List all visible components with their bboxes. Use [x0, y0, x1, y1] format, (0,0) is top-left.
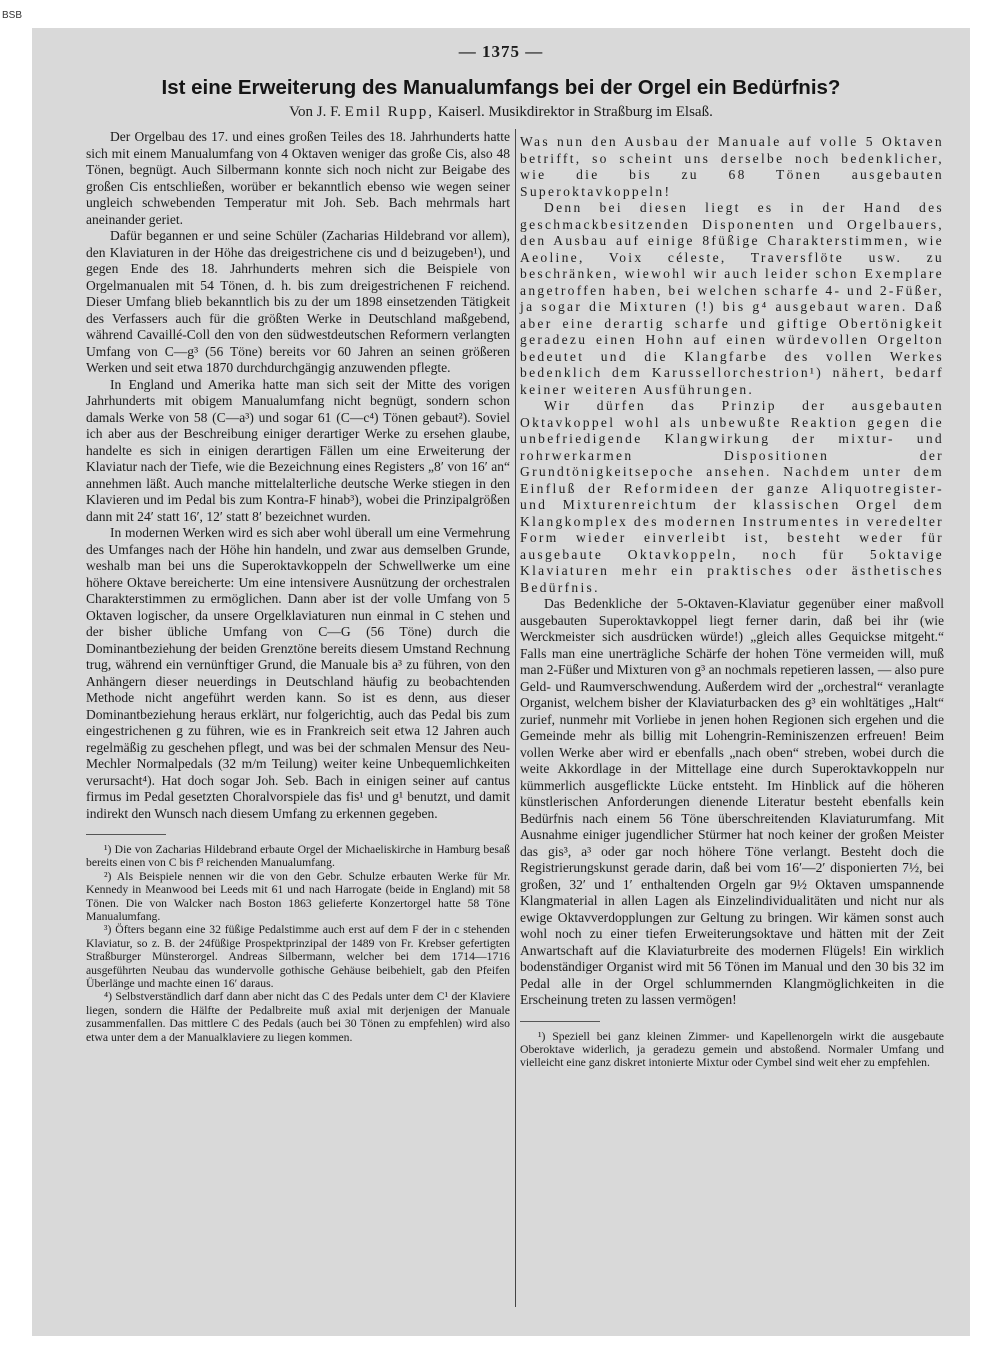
- right-spaced-section: [520, 134, 944, 596]
- left-paragraph-4: In modernen Werken wird es sich aber wohl überall um eine Vermehrung des Umfanges nach der Höhe hin handeln, und zwar aus demselben Grunde, weshalb man bei uns die Superoktavkoppeln der Schwellwerke um eine höhere Oktave bereicherte: Um eine intensivere Ausnützung der orchestralen Charakterstimmen zu ermöglichen. Dann aber ist der volle Umfang von 5 Oktaven logischer, da unsere Orgelklaviaturen nun einmal in C stehen und der bisher übliche Umfang von C—G (56 Töne) durch die Dominantbeziehung der beiden Grenztöne bereits diesem Umstand Rechnung trug, während ein vernünftiger Grund, die Manuale bis a³ zu führen, von den Anhängern dieser neuerdings in Deutschland häufig zu beobachtenden Methode nicht angeführt werden kann. So ist es denn, aus dieser Dominantbeziehung heraus erklärt, nur folgerichtig, auch das Pedal bis zum eingestrichenen g zu führen, wie es in Frankreich seit etwa 12 Jahren auch regelmäßig zu geschehen pflegt, und was bei der schmalen Mensur des Neu-Mechler Normalpedals (32 m/m Teilung) weiter keine Unbequemlichkeiten verursacht⁴). Hat doch sogar Joh. Seb. Bach in einigen seiner auf cantus firmus im Pedal gesetzten Choralvorspiele das fis¹ und g¹ benutzt, und damit indirekt den Wunsch nach diesem Umfang zu erkennen gegeben.: [86, 525, 510, 821]
- right-spaced-paragraph-1: Was nun den Ausbau der Manuale auf volle 5 Oktaven betrifft, so scheint uns derselbe noch bedenklicher, wie die bis zu 68 Tönen ausgebauten Superoktavkoppeln!: [520, 134, 944, 199]
- article-title: Ist eine Erweiterung des Manualumfangs bei der Orgel ein Bedürfnis?: [161, 76, 841, 99]
- footnote-4: ⁴) Selbstverständlich darf dann aber nicht das C des Pedals unter dem C¹ der Klaviere liegen, sondern die Hälfte der Pedalbreite muß axial mit derjenigen der Manuale zusammenfallen. Das mittlere C des Pedals (auch bei 30 Tönen zu empfehlen) wird also etwa unter dem a der Manualklaviere zu liegen kommen.: [86, 990, 510, 1044]
- right-spaced-paragraph-2: Denn bei diesen liegt es in der Hand des geschmackbesitzenden Disponenten und Orgelbauers, den Ausbau auf einige 8füßige Charakterstimmen, wie Aeoline, Voix céleste, Traversflöte usw. zu beschränken, wiewohl wir auch leider schon Exemplare angetroffen haben, bei welchen scharfe 4- und 2-Füßer, ja sogar die Mixturen (!) bis g⁴ ausgebaut waren. Daß aber eine derartig scharfe und giftige Obertönigkeit geradezu einen Hohn auf einen würdevollen Orgelton bedeutet und die Klangfarbe des vollen Werkes bedenklich dem Karussellorchestrion¹) nähert, bedarf keiner weiteren Ausführungen.: [520, 200, 944, 397]
- byline-prefix: Von J. F.: [289, 104, 342, 120]
- right-column: [520, 134, 944, 1070]
- corner-label: BSB: [2, 10, 23, 21]
- left-paragraph-2: Dafür begannen er und seine Schüler (Zacharias Hildebrand vor allem), den Klaviaturen in der Höhe das dreigestrichene cis und d beizugeben¹), und gegen Ende des 18. Jahrhunderts mehren sich die Beispiele von Orgelmanualen mit 54 Tönen, d. h. bis zum dreigestrichenen F reichend. Dieser Umfang blieb bekanntlich bis zu der um 1898 einsetzenden Tätigkeit des Verfassers auch für die größten Werke in Deutschland maßgebend, während Cavaillé-Coll den von den südwestdeutschen Reformern verlangten Umfang von C—g³ (56 Töne) bereits vor 60 Jahren an seinen größeren Werken und seit etwa 1870 durchdurchgängig anzuwenden pflegte.: [86, 228, 510, 375]
- left-column: [86, 129, 510, 1044]
- byline: [32, 104, 970, 121]
- footnote-rule-right: [520, 1021, 600, 1022]
- left-paragraph-1: Der Orgelbau des 17. und eines großen Teiles des 18. Jahrhunderts hatte sich mit einem Manualumfang von 4 Oktaven weniger das große Cis, also 48 Tönen, begnügt. Auch Silbermann konnte sich noch nicht zur Beigabe des großen Cis entschließen, worüber er bekanntlich ebenso wie wegen seiner ungleich schwebenden Temperatur mit Joh. Seb. Bach mehrmals hart aneinander geriet.: [86, 129, 510, 227]
- right-spaced-paragraph-3: Wir dürfen das Prinzip der ausgebauten Oktavkoppel wohl als unbewußte Reaktion gegen die unbefriedigende Klangwirkung der mixtur- und rohrwerkarmen Dispositionen der Grundtönigkeitsepoche ansehen. Nachdem unter dem Einfluß der Reformideen der ganze Aliquotregister- und Mixturenreichtum der klassischen Orgel dem Klangkomplex des modernen Instrumentes in veredelter Form wieder einverleibt ist, besteht weder für ausgebaute Oktavkoppeln, noch für 5oktavige Klaviaturen mehr ein praktisches oder ästhetisches Bedürfnis.: [520, 398, 944, 595]
- right-paragraph-1: Das Bedenkliche der 5-Oktaven-Klaviatur gegenüber einer maßvoll ausgebauten Superoktavkoppel liegt ferner darin, daß bei ihr (wie Werckmeister sich ausdrücken würde!) „gleich alles Gequickse mitgeht.“ Falls man eine unerträgliche Schärfe der hohen Töne vermeiden will, muß man 2-Füßer und Mixturen von g³ an nochmals repetieren lassen, — also pure Geld- und Raumverschwendung. Außerdem wird der „orchestral“ veranlagte Organist, welchem bisher der Klaviaturbacken des g³ ein wohltätiges „Halt“ zurief, nunmehr mit Vorliebe in jenen hohen Regionen sich ergehen und die Gemeinde mehr als billig mit Lohengrin-Reminiszenzen erfreuen! Beim vollen Werke aber wird er ebenfalls „nach oben“ streben, wobei durch die weite Akkordlage in der Mittellage eine durch Superoktavkoppeln nur kümmerlich ausgeflickte Lücke entsteht. Im Hinblick auf die höheren künstlerischen Anforderungen dienende Literatur besteht ebenfalls kein Bedürfnis nach einem 56 Töne überschreitenden Klaviaturumfang. Mit Ausnahme einiger jugendlicher Stürmer hat noch keiner der großen Meister das gis³, a³ oder gar noch höhere Töne verlangt. Besteht doch die Registrierungskunst gerade darin, daß bei vom 16′—2′ disponierten 7½, bei großen, 32′ und 1′ enthaltenden Orgeln gar 9½ Oktaven umspannende Klangmaterial in allen Lagen als Einzelindividualitäten und nicht nur als ewige Oktavverdopplungen zur Geltung zu bringen. Wir kämen sonst auch wohl noch zu einer tiefen Erweiterungsoktave und hätten mit der Zeit Anwartschaft auf die Klaviaturbreite des modernen Flügels! Ein wirklich bodenständiger Organist wird mit 56 Tönen im Manual und den 30 bis 32 im Pedal alle in der Orgel schlummernden Klangmöglichkeiten in die Erscheinung treten zu lassen vermögen!: [520, 596, 944, 1007]
- column-divider: [515, 129, 516, 1307]
- left-paragraph-3: In England und Amerika hatte man sich seit der Mitte des vorigen Jahrhunderts mit obigem Manualumfang nicht begnügt, sondern schon damals Werke von 58 (C—a³) und sogar 61 (C—c⁴) Tönen gebaut²). Soviel ich aber aus der Beschreibung einiger derartiger Werke zu ersehen glaube, handelte es sich in einigen derartigen Fällen um eine Erweiterung der Klaviatur nach der Tiefe, wie die Bezeichnung eines Registers „8′ von 16′ an“ annehmen läßt. Auch manche mittelalterliche deutsche Werke stiegen in den Klavieren und im Pedal bis zum Kontra-F hinab³), wobei die Prinzipalgrößen dann mit 24′ statt 16′, 12′ statt 8′ bezeichnet wurden.: [86, 376, 510, 524]
- byline-author: Emil Rupp,: [344, 104, 434, 120]
- right-footnotes: [520, 1021, 944, 1070]
- footnote-rule: [86, 834, 166, 835]
- footnote-2: ²) Als Beispiele nennen wir die von den Gebr. Schulze erbauten Werke für Mr. Kennedy in Meanwood bei Leeds mit 61 und nach Harrogate (beide in England) mit 58 Tönen. Die von Walcker nach Boston 1863 gelieferte Konzertorgel hatte 58 Töne Manualumfang.: [86, 869, 510, 924]
- left-footnotes: [86, 834, 510, 1044]
- byline-suffix: Kaiserl. Musikdirektor in Straßburg im Elsaß.: [437, 104, 713, 120]
- footnote-1: ¹) Die von Zacharias Hildebrand erbaute Orgel der Michaeliskirche in Hamburg besaß bereits einen von C bis f³ reichenden Manualumfang.: [86, 843, 510, 870]
- page-number: — 1375 —: [458, 42, 544, 61]
- scanned-page: [32, 28, 970, 1336]
- right-footnote-1: ¹) Speziell bei ganz kleinen Zimmer- und Kapellenorgeln wirkt die ausgebaute Oberoktave widerlich, ja geradezu gemein und abstoßend. Normaler Umfang und vielleicht eine ganz diskret intonierte Mixtur oder Cymbel sind weit eher zu empfehlen.: [520, 1029, 944, 1070]
- footnote-3: ³) Öfters begann eine 32 füßige Pedalstimme auch erst auf dem F der in c stehenden Klaviatur, so z. B. der 24füßige Prospektprinzipal der 1489 von Fr. Krebser gefertigten Straßburger Münsterorgel. Andreas Silbermann, welcher bei dem 1714—1716 ausgeführten Neubau das wundervolle gothische Gehäuse beibehielt, gab den Pfeifen Überlänge und machte einen 16′ daraus.: [86, 923, 510, 991]
